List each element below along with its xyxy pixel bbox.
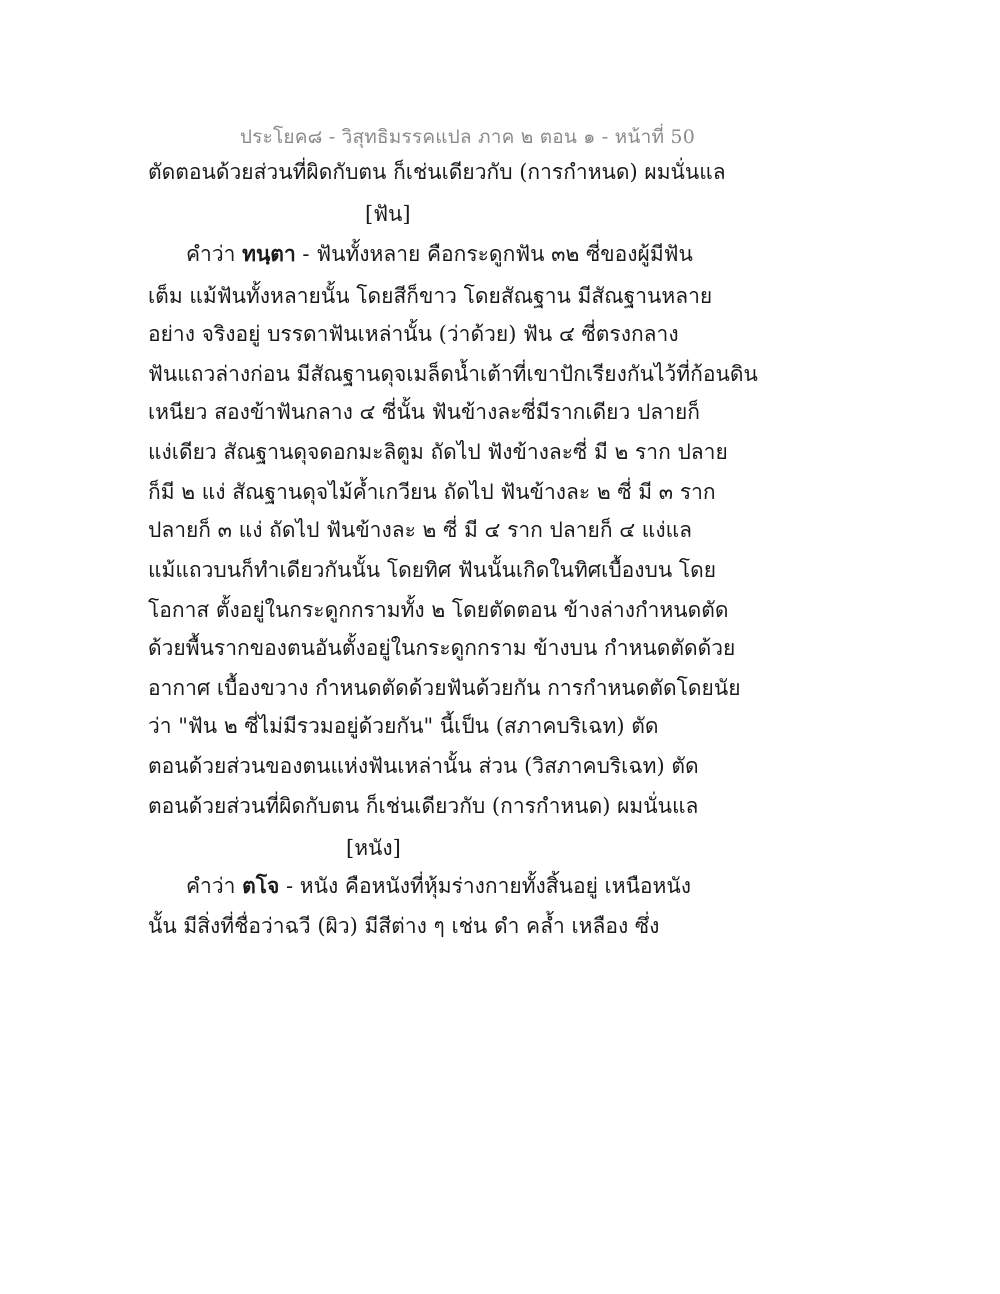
pali-term: ตโจ xyxy=(242,873,280,898)
text-line: แง่เดียว สัณฐานดุจดอกมะลิตูม ถัดไป ฟังข้างละซี่ มี ๒ ราก ปลาย xyxy=(148,440,728,464)
line-rest: - ฟันทั้งหลาย คือกระดูกฟัน ๓๒ ซี่ของผู้มีฟัน xyxy=(295,242,693,266)
line-lead: คำว่า xyxy=(186,874,243,898)
text-line: ตอนด้วยส่วนของตนแห่งฟันเหล่านั้น ส่วน (วิสภาคบริเฉท) ตัด xyxy=(148,754,699,778)
running-header: ประโยค๘ - วิสุทธิมรรคแปล ภาค ๒ ตอน ๑ - หน้าที่ 50 xyxy=(239,126,695,148)
text-line: ฟันแถวล่างก่อน มีสัณฐานดุจเมล็ดน้ำเต้าที่เขาปักเรียงกันไว้ที่ก้อนดิน xyxy=(148,362,758,386)
text-line: ก็มี ๒ แง่ สัณฐานดุจไม้ค้ำเกวียน ถัดไป ฟันข้างละ ๒ ซี่ มี ๓ ราก xyxy=(148,480,716,504)
text-line: แม้แถวบนก็ทำเดียวกันนั้น โดยทิศ ฟันนั้นเกิดในทิศเบื้องบน โดย xyxy=(148,558,717,582)
line-rest: - หนัง คือหนังที่หุ้มร่างกายทั้งสิ้นอยู่ เหนือหนัง xyxy=(279,874,691,898)
line-lead: คำว่า xyxy=(186,242,243,266)
section-heading-skin: [หนัง] xyxy=(346,836,401,860)
text-line xyxy=(186,872,691,900)
text-line xyxy=(186,240,693,268)
pali-term: ทนฺตา xyxy=(242,241,296,266)
text-line: ปลายก็ ๓ แง่ ถัดไป ฟันข้างละ ๒ ซี่ มี ๔ ราก ปลายก็ ๔ แง่แล xyxy=(148,518,692,542)
text-line: เต็ม แม้ฟันทั้งหลายนั้น โดยสีก็ขาว โดยสัณฐาน มีสัณฐานหลาย xyxy=(148,284,713,308)
text-line: ตอนด้วยส่วนที่ผิดกับตน ก็เช่นเดียวกับ (การกำหนด) ผมนั่นแล xyxy=(148,794,699,818)
text-line: อากาศ เบื้องขวาง กำหนดตัดด้วยฟันด้วยกัน การกำหนดตัดโดยนัย xyxy=(148,676,741,700)
text-line: โอกาส ตั้งอยู่ในกระดูกกรามทั้ง ๒ โดยตัดตอน ข้างล่างกำหนดตัด xyxy=(148,598,729,622)
section-heading-teeth: [ฟัน] xyxy=(365,202,411,226)
text-line: เหนียว สองข้าฟันกลาง ๔ ซี่นั้น ฟันข้างละซี่มีรากเดียว ปลายก็ xyxy=(148,400,700,424)
text-line: ด้วยพื้นรากของตนอันตั้งอยู่ในกระดูกกราม ข้างบน กำหนดตัดด้วย xyxy=(148,636,736,660)
text-line: นั้น มีสิ่งที่ชื่อว่าฉวี (ผิว) มีสีต่าง ๆ เช่น ดำ คล้ำ เหลือง ซึ่ง xyxy=(148,914,660,938)
text-line: ว่า "ฟัน ๒ ซี่ไม่มีรวมอยู่ด้วยกัน" นี้เป็น (สภาคบริเฉท) ตัด xyxy=(148,714,659,738)
text-line: อย่าง จริงอยู่ บรรดาฟันเหล่านั้น (ว่าด้วย) ฟัน ๔ ซี่ตรงกลาง xyxy=(148,322,679,346)
text-line: ตัดตอนด้วยส่วนที่ผิดกับตน ก็เช่นเดียวกับ (การกำหนด) ผมนั่นแล xyxy=(148,160,726,184)
